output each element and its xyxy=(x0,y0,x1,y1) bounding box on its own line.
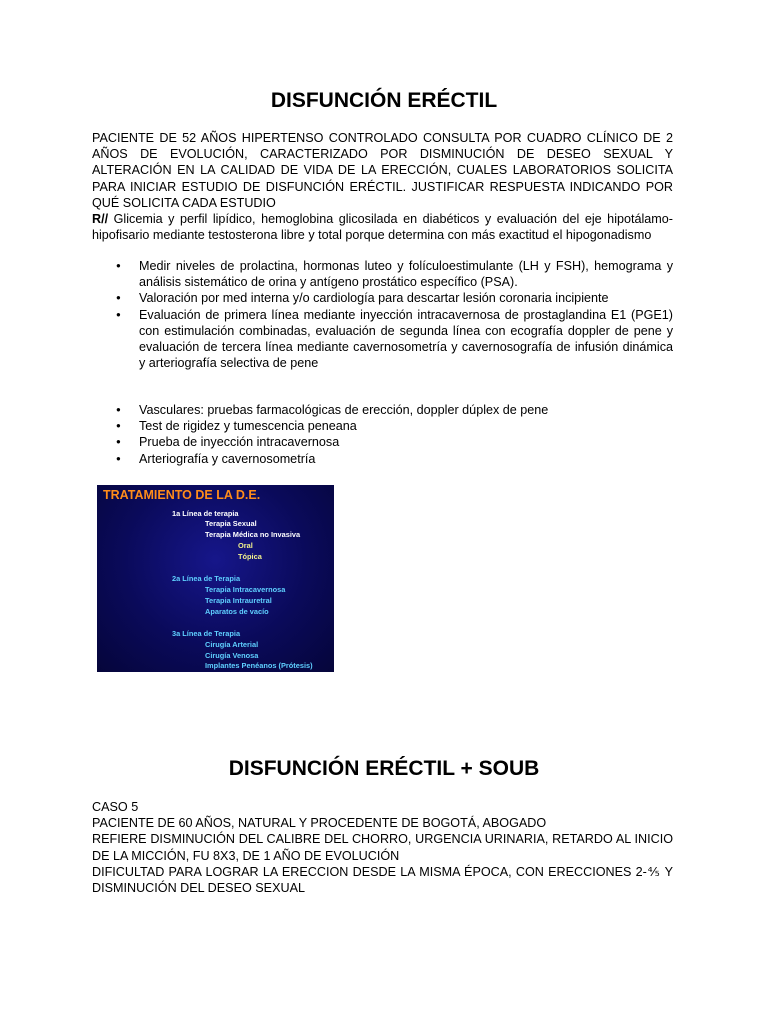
answer-paragraph xyxy=(92,211,673,243)
treatment-slide-image xyxy=(97,485,334,672)
slide-line: Cirugía Venosa xyxy=(205,651,259,660)
bullet-list-tests xyxy=(92,402,673,467)
slide-line: Terapia Médica no Invasiva xyxy=(205,530,301,539)
answer-label: R// xyxy=(92,212,109,226)
case-line: PACIENTE DE 60 AÑOS, NATURAL Y PROCEDENTE DE BOGOTÁ, ABOGADO xyxy=(92,816,547,831)
case-line: CASO 5 xyxy=(92,800,139,814)
slide-line: Aparatos de vacío xyxy=(205,607,269,616)
list-item: ● Medir niveles de prolactina, hormonas luteo y folículoestimulante (LH y FSH), hemograma y análisis sistemático de orina y antígeno prostático específico (PSA). xyxy=(92,258,673,290)
list-item: ● Evaluación de primera línea mediante inyección intracavernosa de prostaglandina E1 (PGE1) con estimulación combinadas, evaluación de segunda línea con ecografía doppler de pene y evaluación de tercera línea mediante cavernosometría y cavernosografía de infusión dinámica y arteriografía selectiva de pene xyxy=(92,307,673,372)
slide-line: Terapia Sexual xyxy=(205,519,257,528)
slide-line: 2a Línea de Terapia xyxy=(172,574,241,583)
slide-line: Oral xyxy=(238,541,253,550)
slide-line: Terapia Intrauretral xyxy=(205,596,272,605)
list-item: ● Arteriografía y cavernosometría xyxy=(92,451,673,467)
section-title: DISFUNCIÓN ERÉCTIL + SOUB xyxy=(228,757,540,780)
bullet-list-labs xyxy=(92,258,673,371)
case-line: REFIERE DISMINUCIÓN DEL CALIBRE DEL CHORRO, URGENCIA URINARIA, RETARDO AL INICIO DE LA MICCIÓN, FU 8X3, DE 1 AÑO DE EVOLUCIÓN xyxy=(92,832,673,863)
slide-line: Terapia Intracavernosa xyxy=(205,585,286,594)
case-line: DIFICULTAD PARA LOGRAR LA ERECCION DESDE LA MISMA ÉPOCA, CON ERECCIONES 2-⅘ Y DISMINUCIÓN DEL DESEO SEXUAL xyxy=(92,864,673,896)
slide-line: Cirugía Arterial xyxy=(205,640,259,649)
slide-title: TRATAMIENTO DE LA D.E. xyxy=(103,488,261,502)
slide-line: Implantes Penéanos (Prótesis) xyxy=(205,661,313,670)
list-item: ● Test de rigidez y tumescencia peneana xyxy=(92,418,673,434)
list-item: ● Valoración por med interna y/o cardiología para descartar lesión coronaria incipiente xyxy=(92,290,673,306)
case-description xyxy=(92,799,673,896)
answer-text: Glicemia y perfil lipídico, hemoglobina glicosilada en diabéticos y evaluación del eje hipotálamo-hipofisario mediante testosterona libre y total porque determina con más exactitud el hipogonadismo xyxy=(92,212,673,243)
list-item: ● Prueba de inyección intracavernosa xyxy=(92,434,673,450)
slide-line: Tópica xyxy=(238,552,262,561)
slide-line: 1a Línea de terapia xyxy=(172,509,239,518)
case-prompt: PACIENTE DE 52 AÑOS HIPERTENSO CONTROLADO CONSULTA POR CUADRO CLÍNICO DE 2 AÑOS DE EVOLUCIÓN, CARACTERIZADO POR DISMINUCIÓN DE DESEO SEXUAL Y ALTERACIÓN EN LA CALIDAD DE VIDA DE LA ERECCIÓN, CUALES LABORATORIOS SOLICITA PARA INICIAR ESTUDIO DE DISFUNCIÓN ERÉCTIL. JUSTIFICAR RESPUESTA INDICANDO POR QUÉ SOLICITA CADA ESTUDIO xyxy=(92,131,673,210)
list-item: ● Vasculares: pruebas farmacológicas de erección, doppler dúplex de pene xyxy=(92,402,673,418)
slide-line: 3a Línea de Terapia xyxy=(172,629,241,638)
section-title: DISFUNCIÓN ERÉCTIL xyxy=(270,89,498,112)
